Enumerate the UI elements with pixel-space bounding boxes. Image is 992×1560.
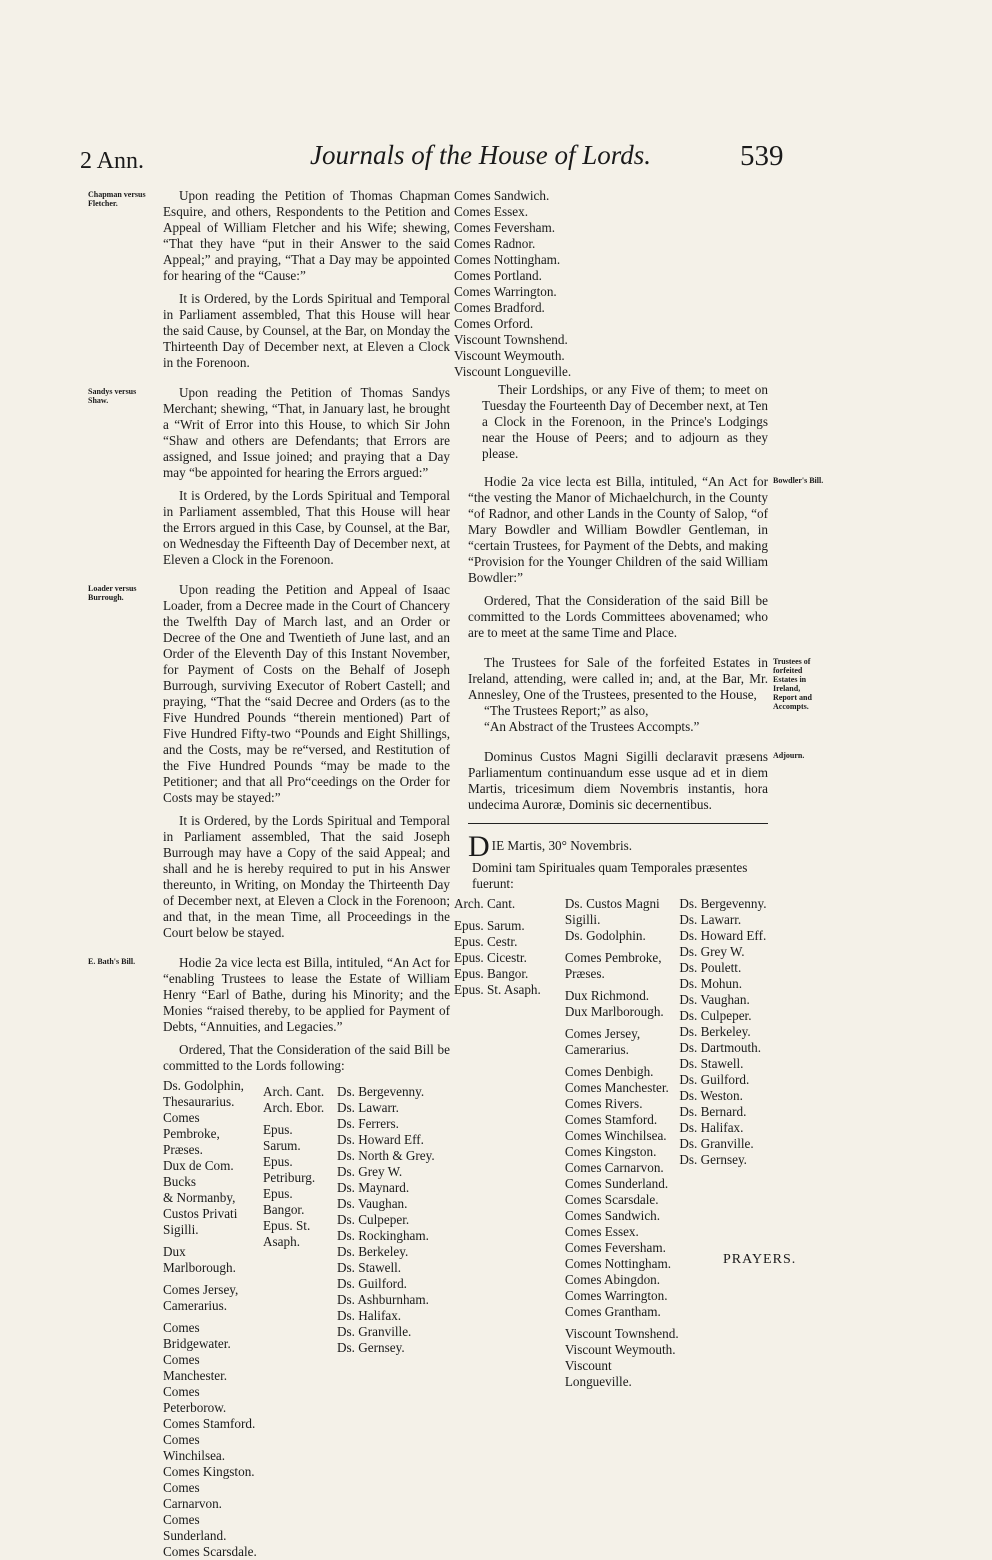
list-item: Comes Bradford. (454, 300, 545, 315)
paragraph: Hodie 2a vice lecta est Billa, intituled, “An Act for “enabling Trustees to lease the Estate of William Henry “Earl of Bathe, during his Minority; and the Monies “raised thereby, to be applied for Payment of Debts, “Annuities, and Legacies.” (163, 955, 450, 1034)
margin-note: Loader versus Burrough. (88, 584, 137, 602)
list-item: Thesaurarius. (163, 1094, 235, 1109)
paragraph: It is Ordered, by the Lords Spiritual and Temporal in Parliament assembled, That this House will hear the said Cause, by Counsel, at the Bar, on Monday the Thirteenth Day of December next, at Eleven a Clock in the Forenoon. (163, 291, 450, 370)
paragraph: The Trustees for Sale of the forfeited Estates in Ireland, attending, were called in; and, at the Bar, Mr. Annesley, One of the Trustees, presented to the House, (468, 655, 768, 702)
list-item: Epus. Sarum. (263, 1122, 301, 1153)
list-item: Comes Sandwich. (454, 188, 550, 203)
paragraph: “The Trustees Report;” as also, (484, 703, 649, 718)
lords-column (263, 1078, 333, 1560)
list-item: Comes Jersey, Camerarius. (163, 1282, 239, 1313)
list-item: Ds. Granville. (337, 1324, 412, 1339)
margin-note: Trustees of forfeited Estates in Ireland, Report and Accompts. (773, 657, 812, 711)
list-item: Viscount Townshend. (454, 332, 568, 347)
list-item: Epus. St. Asaph. (263, 1218, 311, 1249)
list-item: Sigilli. (163, 1222, 199, 1237)
list-item: Viscount Weymouth. (454, 348, 565, 363)
list-item: Ds. Stawell. (679, 1056, 744, 1071)
list-item: Ds. Maynard. (337, 1180, 410, 1195)
list-item: Viscount Townshend. (564, 1326, 679, 1341)
list-item: & Normanby, (163, 1190, 236, 1205)
list-item: Comes Pembroke, (564, 950, 662, 965)
list-item: Comes Denbigh. (564, 1064, 654, 1079)
margin-note: Bowdler's Bill. (773, 476, 824, 485)
present-heading: Domini tam Spirituales quam Temporales præsentes fuerunt: (472, 860, 748, 891)
list-item: Comes Grantham. (564, 1304, 661, 1319)
list-item: Epus. Petriburg. (263, 1154, 316, 1185)
list-item: Dux Marlborough. (564, 1004, 664, 1019)
list-item: Arch. Cant. (454, 896, 516, 911)
list-item: Ds. Granville. (679, 1136, 754, 1151)
list-item: Dux Richmond. (564, 988, 650, 1003)
lords-column (565, 896, 680, 1390)
list-item: Ds. Godolphin, (163, 1078, 244, 1093)
list-item: Ds. Howard Eff. (679, 928, 767, 943)
day-title: IE Martis, 30° Novembris. (491, 838, 633, 853)
list-item: Ds. Guilford. (337, 1276, 407, 1291)
entry-trustees (468, 655, 812, 735)
list-item: Ds. Howard Eff. (337, 1132, 424, 1147)
list-item: Comes Sunderland. (564, 1176, 669, 1191)
list-item: Ds. Custos Magni (564, 896, 660, 911)
list-item: Comes Scarsdale. (163, 1544, 257, 1559)
list-item: Comes Nottingham. (454, 252, 561, 267)
list-item: Comes Warrington. (564, 1288, 668, 1303)
paragraph: Upon reading the Petition and Appeal of Isaac Loader, from a Decree made in the Court of Chancery the Twelfth Day of March last, and an Order or Decree of the One and Twentieth of June last, and an Order of the Eleventh Day of this Instant November, for Payment of Costs on the Behalf of Joseph Burrough, surviving Executor of Robert Castell; and praying, “That the “said Decree and Orders (as to the Five Hundred Pounds “therein mentioned) Part of Five Hundred Fifty-two “Pounds and Eight Shillings, and the Costs, may be re“versed, and Restitution of the Five Hundred Pounds “may be made to the Petitioner; and that all Pro“ceedings on the Order for Costs may be stayed:” (163, 582, 450, 805)
list-item: Comes Rivers. (564, 1096, 643, 1111)
list-item: Epus. Sarum. (454, 918, 525, 933)
list-item: Ds. Gernsey. (679, 1152, 747, 1167)
list-item: Comes Jersey, Camerarius. (564, 1026, 641, 1057)
list-item: Epus. St. Asaph. (454, 982, 541, 997)
list-item: Ds. Guilford. (679, 1072, 750, 1087)
list-item: Ds. Lawarr. (337, 1100, 399, 1115)
paragraph: Dominus Custos Magni Sigilli declaravit præsens Parliamentum continuandum esse usque ad et in diem Martis, tricesimum diem Novembris instantis, hora undecima Auroræ, Dominis sic decernentibus. (468, 749, 768, 812)
list-item: Epus. Bangor. (454, 966, 529, 981)
left-column (88, 188, 450, 1560)
page-header (80, 140, 840, 180)
list-item: Comes Sunderland. (163, 1512, 227, 1543)
list-item: Comes Carnarvon. (564, 1160, 664, 1175)
list-item: Comes Kingston. (163, 1464, 255, 1479)
list-item: Comes Radnor. (454, 236, 536, 251)
list-item: Ds. Ferrers. (337, 1116, 399, 1131)
list-item: Ds. Vaughan. (337, 1196, 408, 1211)
lords-column (163, 1078, 259, 1560)
lords-column (454, 896, 565, 1390)
list-item: Comes Winchilsea. (564, 1128, 667, 1143)
list-item: Comes Feversham. (454, 220, 556, 235)
list-item: Dux Marlborough. (163, 1244, 236, 1275)
list-item: Comes Scarsdale. (564, 1192, 659, 1207)
entry-chapman (88, 188, 450, 371)
list-item: Ds. Berkeley. (337, 1244, 409, 1259)
paragraph: It is Ordered, by the Lords Spiritual and Temporal in Parliament assembled, That this House will hear the Errors argued in this Case, by Counsel, at the Bar, on Wednesday the Fifteenth Day of December next, at Eleven a Clock in the Forenoon. (163, 488, 450, 567)
margin-note: Chapman versus Fletcher. (88, 190, 146, 208)
list-item: Comes Abingdon. (564, 1272, 661, 1287)
list-item: Ds. Ashburnham. (337, 1292, 429, 1307)
list-item: Viscount Weymouth. (564, 1342, 676, 1357)
list-item: Ds. Dartmouth. (679, 1040, 762, 1055)
paragraph: “An Abstract of the Trustees Accompts.” (484, 719, 700, 734)
committee-lords-list (163, 1078, 450, 1560)
list-item: Epus. Bangor. (263, 1186, 305, 1217)
list-item: Epus. Cestr. (454, 934, 518, 949)
list-item: Dux de Com. Bucks (163, 1158, 234, 1189)
list-item: Ds. Lawarr. (679, 912, 742, 927)
margin-note: E. Bath's Bill. (88, 957, 136, 966)
list-item: Comes Portland. (454, 268, 542, 283)
section-divider (468, 823, 768, 824)
list-item: Viscount Longueville. (454, 364, 572, 379)
right-column (454, 188, 824, 1390)
entry-bath (88, 955, 450, 1074)
paragraph: Upon reading the Petition of Thomas Sandys Merchant; shewing, “That, in January last, he brought a “Writ of Error into this House, to which Sir John “Shaw and others are Defendants; that Errors are assigned, and Issue joined; and praying that a Day may “be appointed for hearing the Errors argued:” (163, 385, 450, 480)
list-item: Custos Privati (163, 1206, 238, 1221)
entry-adjourn (468, 749, 805, 813)
list-item: Comes Manchester. (564, 1080, 669, 1095)
list-item: Præses. (564, 966, 605, 981)
list-item: Ds. Grey W. (679, 944, 745, 959)
list-item: Ds. Bernard. (679, 1104, 747, 1119)
list-item: Ds. Berkeley. (679, 1024, 751, 1039)
list-item: Comes Nottingham. (564, 1256, 672, 1271)
list-item: Comes Carnarvon. (163, 1480, 222, 1511)
list-item: Ds. Gernsey. (337, 1340, 405, 1355)
page-number: 539 (740, 140, 784, 172)
list-item: Comes Orford. (454, 316, 534, 331)
committee-lords-continued (454, 188, 768, 380)
list-item: Ds. Poulett. (679, 960, 742, 975)
list-item: Ds. Culpeper. (679, 1008, 752, 1023)
lords-column (679, 896, 768, 1390)
day-heading (468, 830, 768, 892)
list-item: Ds. Halifax. (337, 1308, 402, 1323)
paragraph: Ordered, That the Consideration of the said Bill be committed to the Lords following: (163, 1042, 450, 1073)
entry-bowdler (468, 474, 824, 641)
list-item: Ds. Culpeper. (337, 1212, 410, 1227)
present-lords-list (454, 896, 768, 1390)
list-item: Arch. Ebor. (263, 1100, 325, 1115)
paragraph: Hodie 2a vice lecta est Billa, intituled, “An Act for “the vesting the Manor of Michaelchurch, in the County “of Radnor, and other Lands in the County of Salop, “of Mary Bowdler and William Bowdler Gentleman, in “certain Trustees, for Payment of the Debts, and making “Provision for the Younger Children of the said William Bowdler:” (468, 474, 768, 585)
list-item: Ds. Grey W. (337, 1164, 403, 1179)
page-title: Journals of the House of Lords. (310, 140, 652, 170)
list-item: Comes Manchester. (163, 1352, 228, 1383)
list-item: Ds. Bergevenny. (337, 1084, 425, 1099)
list-item: Comes Essex. (454, 204, 528, 219)
list-item: Ds. Godolphin. (564, 928, 646, 943)
list-item: Comes Bridgewater. (163, 1320, 231, 1351)
list-item: Epus. Cicestr. (454, 950, 527, 965)
list-item: Præses. (163, 1142, 203, 1157)
list-item: Ds. North & Grey. (337, 1148, 435, 1163)
entry-loader (88, 582, 450, 941)
list-item: Comes Pembroke, (163, 1110, 220, 1141)
list-item: Comes Stamford. (163, 1416, 256, 1431)
list-item: Ds. Bergevenny. (679, 896, 767, 911)
list-item: Comes Peterborow. (163, 1384, 227, 1415)
list-item: Comes Warrington. (454, 284, 557, 299)
paragraph: Ordered, That the Consideration of the said Bill be committed to the Lords Committees abovenamed; who are to meet at the same Time and Place. (468, 593, 768, 640)
paragraph: Upon reading the Petition of Thomas Chapman Esquire, and others, Respondents to the Petition and Appeal of William Fletcher and his Wife; shewing, “That they have “put in their Answer to the said Appeal;” and praying, “That a Day may be appointed for hearing of the “Cause:” (163, 188, 450, 283)
list-item: Comes Stamford. (564, 1112, 658, 1127)
paragraph: It is Ordered, by the Lords Spiritual and Temporal in Parliament assembled, That the said Joseph Burrough may have a Copy of the said Appeal; and shall and he is hereby required to put in his Answer thereunto, in Writing, on Monday the Thirteenth Day of December next, at Eleven a Clock in the Forenoon; and that, in the mean Time, all Proceedings in the Court below be stayed. (163, 813, 450, 940)
entry-sandys (88, 385, 450, 568)
list-item: Ds. Weston. (679, 1088, 743, 1103)
list-item: Comes Feversham. (564, 1240, 666, 1255)
list-item: Comes Essex. (564, 1224, 639, 1239)
list-item: Ds. Halifax. (679, 1120, 744, 1135)
list-item: Comes Kingston. (564, 1144, 657, 1159)
list-item: Arch. Cant. (263, 1084, 325, 1099)
lords-column (337, 1078, 437, 1560)
list-item: Ds. Rockingham. (337, 1228, 429, 1243)
list-item: Ds. Vaughan. (679, 992, 750, 1007)
regnal-year: 2 Ann. (80, 148, 145, 174)
prayers-catchword: PRAYERS. (723, 1252, 797, 1267)
margin-note: Sandys versus Shaw. (88, 387, 137, 405)
list-item: Ds. Stawell. (337, 1260, 402, 1275)
list-item: Viscount Longueville. (564, 1358, 632, 1389)
list-item: Ds. Mohun. (679, 976, 742, 991)
lordships-paragraph: Their Lordships, or any Five of them; to meet on Tuesday the Fourteenth Day of December next, at Ten a Clock in the Forenoon, in the Prince's Lodgings near the House of Peers; and to adjourn as they please. (482, 382, 768, 461)
margin-note: Adjourn. (773, 751, 805, 760)
list-item: Comes Winchilsea. (163, 1432, 226, 1463)
drop-cap: D (468, 830, 490, 863)
list-item: Sigilli. (564, 912, 601, 927)
list-item: Comes Sandwich. (564, 1208, 661, 1223)
